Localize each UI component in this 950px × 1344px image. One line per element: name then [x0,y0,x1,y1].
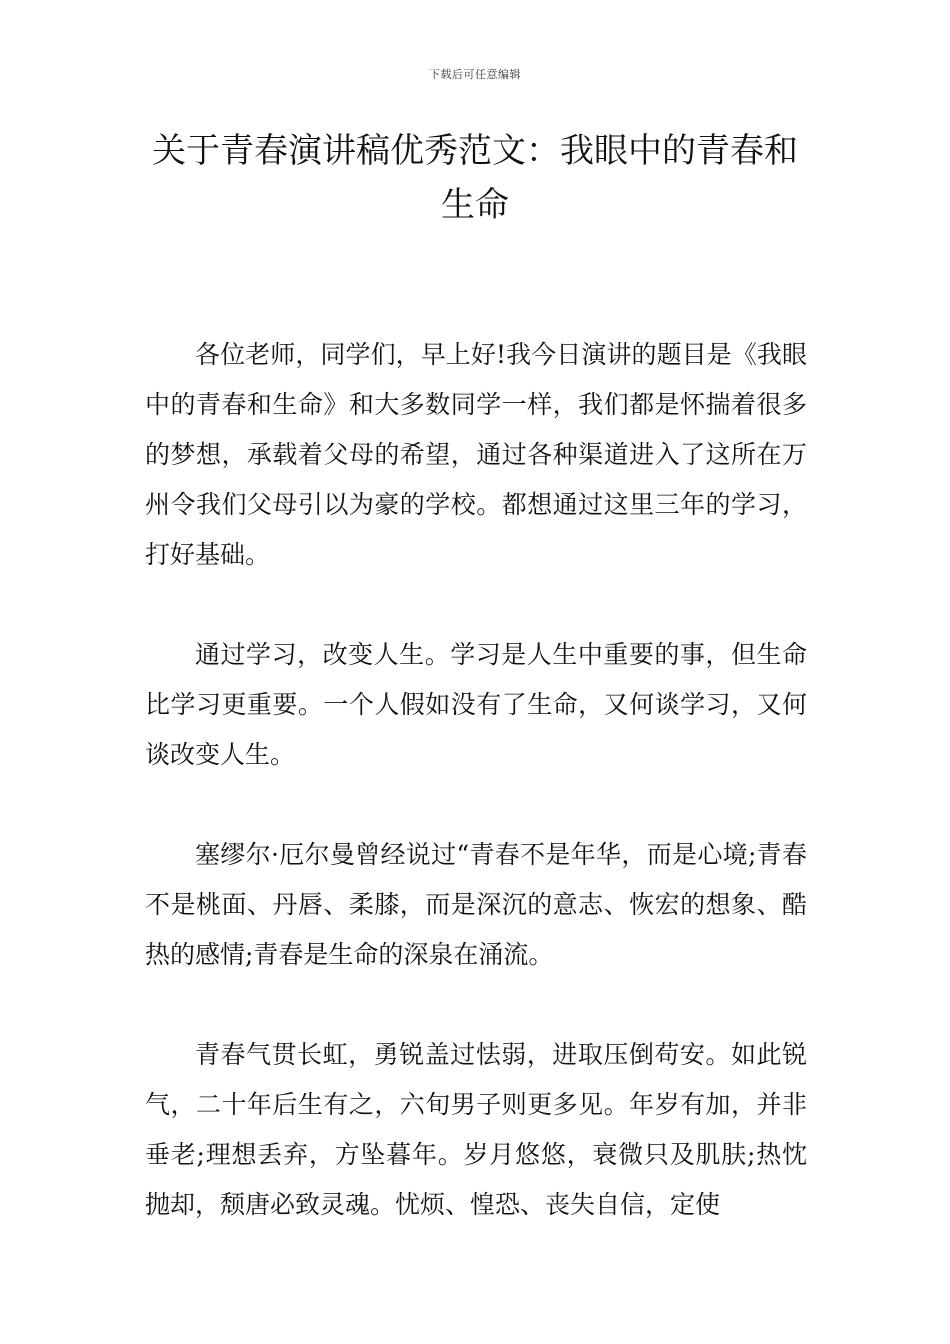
paragraph-3: 塞缪尔·厄尔曼曾经说过“青春不是年华，而是心境;青春不是桃面、丹唇、柔膝，而是深沉的意志、恢宏的想象、酷热的感情;青春是生命的深泉在涌流。 [145,840,807,969]
paragraph-2: 通过学习，改变人生。学习是人生中重要的事，但生命比学习更重要。一个人假如没有了生命，又何谈学习，又何谈改变人生。 [145,640,807,769]
document-body [145,330,807,1280]
paragraph-1: 各位老师，同学们，早上好!我今日演讲的题目是《我眼中的青春和生命》和大多数同学一样，我们都是怀揣着很多的梦想，承载着父母的希望，通过各种渠道进入了这所在万州令我们父母引以为豪的学校。都想通过这里三年的学习，打好基础。 [145,340,807,569]
header-note: 下载后可任意编辑 [429,68,521,81]
paragraph-4: 青春气贯长虹，勇锐盖过怯弱，进取压倒苟安。如此锐气，二十年后生有之，六旬男子则更多见。年岁有加，并非垂老;理想丢弃，方坠暮年。岁月悠悠，衰微只及肌肤;热忱抛却，颓唐必致灵魂。忧烦、惶恐、丧失自信，定使 [145,1040,807,1219]
document-title: 关于青春演讲稿优秀范文：我眼中的青春和生命 [152,131,798,225]
